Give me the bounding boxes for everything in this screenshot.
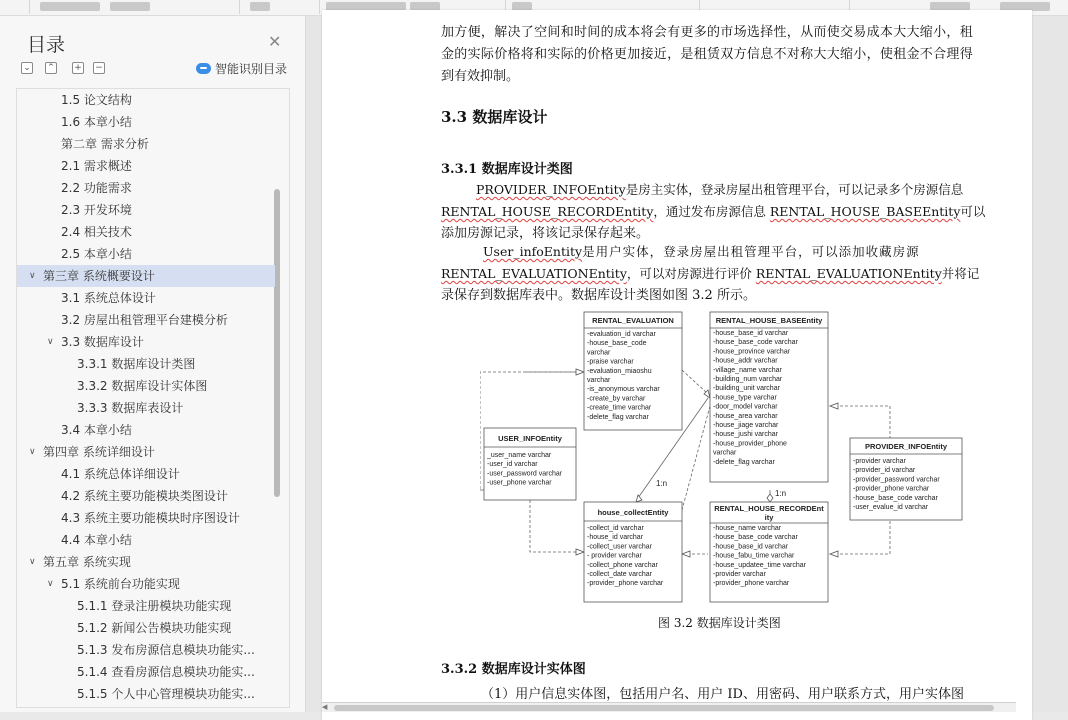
class-field: -building_unit varchar [713, 385, 780, 393]
heading-3-3: 3.3 数据库设计 [441, 108, 548, 126]
toc-item-label: 3.3.2 数据库设计实体图 [77, 379, 208, 393]
toc-item[interactable] [17, 155, 275, 177]
class-field: -provider_id varchar [853, 467, 916, 475]
toolbar-segment[interactable] [280, 0, 320, 14]
collapse-icon[interactable]: ⌄ [21, 62, 33, 74]
arrow-head [830, 403, 838, 409]
connector-line [830, 520, 890, 554]
toc-item[interactable] [17, 221, 275, 243]
heading-3-3-1: 3.3.1 数据库设计类图 [441, 162, 573, 177]
chevron-down-icon[interactable]: ∨ [29, 271, 36, 281]
toc-item[interactable] [17, 551, 275, 573]
toc-item-label: 5.1.3 发布房源信息模块功能实... [77, 643, 255, 657]
toc-item-label: 3.3.3 数据库表设计 [77, 401, 184, 415]
class-rental-house-base [710, 312, 828, 482]
arrow-head [830, 551, 838, 557]
class-field: -collect_id varchar [587, 525, 644, 532]
toc-list [16, 88, 290, 708]
toc-item[interactable] [17, 309, 275, 331]
chevron-down-icon[interactable]: ∨ [47, 579, 54, 589]
class-field: -house_base_code [587, 340, 647, 348]
entity-ref: RENTAL_EVALUATIONEntity [441, 266, 627, 281]
class-field: -create_time varchar [587, 404, 652, 412]
toc-item-label: 3.3.1 数据库设计类图 [77, 357, 196, 371]
toc-item-label: 5.1.1 登录注册模块功能实现 [77, 599, 232, 613]
class-field: -house_addr varchar [713, 357, 778, 365]
class-field: -provider varchar [713, 571, 766, 578]
class-field: -collect_date varchar [587, 571, 652, 578]
paragraph-provider [441, 179, 997, 245]
class-title: house_collectEntity [597, 508, 669, 517]
toc-item[interactable] [17, 133, 275, 155]
document-area [306, 16, 1068, 712]
class-field: -house_province varchar [713, 348, 791, 356]
toc-item[interactable] [17, 89, 275, 111]
class-rental-evaluation [584, 312, 682, 430]
class-field: -provider_phone varchar [587, 580, 664, 588]
toc-item[interactable] [17, 661, 275, 683]
toc-item[interactable] [17, 441, 275, 463]
class-rental-house-record [710, 502, 828, 602]
toc-item-label: 第五章 系统实现 [43, 555, 131, 569]
class-field: -house_base_id varchar [713, 330, 789, 337]
text-run: ，可以对房源进行评价 [626, 266, 756, 281]
class-field: -village_name varchar [713, 366, 782, 374]
multiplicity-label: 1:n [775, 489, 787, 498]
class-field: -user_phone varchar [487, 479, 552, 487]
class-field: -house_base_code varchar [853, 494, 938, 502]
toc-item[interactable] [17, 397, 275, 419]
toc-item[interactable] [17, 375, 275, 397]
toc-item-label: 3.4 本章小结 [61, 423, 132, 437]
toc-item-label: 2.1 需求概述 [61, 159, 132, 173]
figure-caption: 图 3.2 数据库设计类图 [658, 616, 781, 630]
class-field: -house_id varchar [587, 534, 644, 542]
toc-item-label: 1.6 本章小结 [61, 115, 132, 129]
class-field: varchar [587, 377, 611, 384]
class-field: -user_password varchar [487, 470, 563, 478]
toc-item-label: 第三章 系统概要设计 [43, 269, 155, 283]
toc-panel [0, 16, 306, 712]
document-page [322, 10, 1032, 720]
expand-up-icon[interactable]: ⌃ [45, 62, 57, 74]
toc-item[interactable] [17, 683, 275, 705]
horizontal-scrollbar[interactable] [322, 702, 1016, 712]
text-line [441, 241, 997, 263]
toc-item[interactable] [17, 199, 275, 221]
toc-item-label: 3.2 房屋出租管理平台建模分析 [61, 313, 228, 327]
text-run: 是用户实体，登录房屋出租管理平台，可以添加收藏房源 [582, 244, 920, 259]
class-diagram [480, 310, 964, 610]
class-field: -door_model varchar [713, 403, 778, 411]
diamond-icon [767, 494, 773, 502]
toc-item-label: 4.4 本章小结 [61, 533, 132, 547]
toc-item[interactable] [17, 639, 275, 661]
text-line [441, 179, 997, 201]
entity-ref: PROVIDER_INFOEntity [476, 182, 626, 197]
toc-item[interactable] [17, 287, 275, 309]
class-field: -house_base_code varchar [713, 534, 798, 542]
class-title: RENTAL_EVALUATION [592, 316, 674, 325]
text-run: 是房主实体，登录房屋出租管理平台，可以记录多个房源信息 [625, 182, 964, 197]
arrow-head [682, 551, 690, 557]
paragraph-entity: （1）用户信息实体图，包括用户名、用户 ID、用密码、用户联系方式，用户实体图 [481, 687, 964, 702]
toc-item[interactable] [17, 595, 275, 617]
multiplicity-label: 1:n [656, 479, 668, 488]
arrow-head [576, 549, 584, 555]
toc-item-label: 5.1.5 个人中心管理模块功能实... [77, 687, 255, 701]
class-user-info [484, 428, 576, 500]
toc-item-label: 5.1 系统前台功能实现 [61, 577, 180, 591]
class-field: -collect_user varchar [587, 543, 652, 551]
connector-line [830, 406, 890, 438]
text-line: 录保存到数据库表中。数据库设计类图如图 3.2 所示。 [441, 288, 756, 303]
paragraph-user [441, 241, 997, 307]
class-field: -house_fabu_time varchar [713, 552, 795, 560]
text-line [441, 201, 997, 223]
toc-item[interactable] [17, 243, 275, 265]
toc-item-label: 4.1 系统总体详细设计 [61, 467, 180, 481]
class-field: -house_provider_phone [713, 440, 787, 448]
text-line: 加方便，解决了空间和时间的成本将会有更多的市场选择性，从而使交易成本大大缩小，租 [441, 25, 974, 40]
add-heading-icon[interactable]: + [72, 62, 84, 74]
class-field: -delete_flag varchar [713, 458, 775, 466]
toc-item[interactable] [17, 331, 275, 353]
toc-item[interactable] [17, 111, 275, 133]
toc-item-label: 2.3 开发环境 [61, 203, 132, 217]
toc-item[interactable] [17, 617, 275, 639]
toc-item[interactable] [17, 485, 275, 507]
class-title: PROVIDER_INFOEntity [864, 442, 948, 451]
heading-3-3-2: 3.3.2 数据库设计实体图 [441, 662, 586, 677]
toc-item-label: 3.3 数据库设计 [61, 335, 144, 349]
text-line: 到有效抑制。 [441, 69, 520, 84]
toc-item[interactable] [17, 463, 275, 485]
toc-item-label: 2.4 相关技术 [61, 225, 132, 239]
text-line: 金的实际价格将和实际的价格更加接近，是租赁双方信息不对称大大缩小，使租金不合理得 [441, 47, 974, 62]
class-title: USER_INFOEntity [498, 434, 562, 443]
toc-item-label: 4.3 系统主要功能模块时序图设计 [61, 511, 240, 525]
chevron-down-icon[interactable]: ∨ [29, 557, 36, 567]
class-field: -evaluation_id varchar [587, 331, 656, 338]
toc-item-label: 1.5 论文结构 [61, 93, 132, 107]
text-run: ，通过发布房源信息 [653, 204, 770, 219]
toc-item[interactable] [17, 177, 275, 199]
toc-item-label: 第四章 系统详细设计 [43, 445, 155, 459]
class-field: -building_num varchar [713, 376, 783, 383]
class-field: -house_type varchar [713, 394, 777, 402]
toc-item[interactable] [17, 529, 275, 551]
intro-paragraph [441, 22, 997, 88]
text-line: 添加房源记录，将该记录保存起来。 [441, 226, 650, 241]
toolbar-control[interactable] [110, 2, 150, 11]
entity-ref: RENTAL_HOUSE_RECORDEntity [441, 204, 654, 219]
class-house-collect [584, 502, 682, 602]
class-field: -provider varchar [853, 458, 906, 465]
entity-ref: User_infoEntity [483, 244, 583, 259]
class-field: -delete_flag varchar [587, 413, 649, 421]
toc-item[interactable] [17, 419, 275, 441]
class-title: RENTAL_HOUSE_BASEEntity [715, 316, 823, 325]
class-field: -collect_phone varchar [587, 561, 658, 569]
class-field: -evaluation_miaoshu [587, 367, 652, 375]
class-field: -house_jushi varchar [713, 431, 778, 439]
toc-item[interactable] [17, 507, 275, 529]
close-icon[interactable]: ✕ [268, 32, 282, 51]
class-field: varchar [587, 349, 611, 357]
toolbar-segment[interactable] [160, 0, 240, 14]
toc-item[interactable] [17, 353, 275, 375]
diamond-icon [636, 495, 642, 502]
class-field: varchar [713, 449, 737, 457]
class-field: -provider_phone varchar [713, 580, 790, 588]
class-field: -house_area varchar [713, 412, 778, 420]
toc-item-label: 4.2 系统主要功能模块类图设计 [61, 489, 228, 503]
toc-item-label: 3.1 系统总体设计 [61, 291, 156, 305]
toc-item-label: 5.1.4 查看房源信息模块功能实... [77, 665, 255, 679]
smart-toc-button[interactable] [196, 60, 287, 77]
class-field: -house_jiage varchar [713, 422, 779, 429]
connector-line [682, 406, 710, 510]
toc-item-label: 2.2 功能需求 [61, 181, 132, 195]
class-field: _user_name varchar [487, 452, 552, 459]
toc-item[interactable] [17, 265, 275, 287]
class-provider-info [850, 438, 962, 520]
class-title: RENTAL_HOUSE_RECORDEnt [714, 504, 824, 513]
toc-item[interactable] [17, 573, 275, 595]
scrollbar-thumb[interactable] [334, 705, 994, 711]
toc-item-label: 5.1.2 新闻公告模块功能实现 [77, 621, 232, 635]
text-line [441, 263, 997, 285]
class-field: -provider_password varchar [853, 476, 940, 484]
smart-toc-label: 智能识别目录 [215, 62, 288, 76]
class-field: -house_base_code varchar [713, 339, 798, 347]
class-field: -house_base_id varchar [713, 543, 789, 551]
toc-item-label: 第二章 需求分析 [61, 137, 149, 151]
class-field: -provider_phone varchar [853, 485, 930, 493]
class-title: ity [764, 513, 774, 522]
class-field: -house_updatee_time varchar [713, 561, 807, 569]
class-field: -user_id varchar [487, 461, 538, 469]
chevron-down-icon[interactable]: ∨ [29, 447, 36, 457]
entity-ref: RENTAL_HOUSE_BASEEntity [769, 204, 961, 219]
scroll-left-icon[interactable]: ◀ [322, 703, 328, 711]
chevron-down-icon[interactable]: ∨ [47, 337, 54, 347]
toc-title: 目录 [27, 34, 66, 56]
entity-ref: RENTAL_EVALUATIONEntity [755, 266, 942, 281]
remove-heading-icon[interactable]: − [93, 62, 105, 74]
toolbar-segment[interactable] [0, 0, 30, 14]
class-field: -user_evalue_id varchar [853, 504, 929, 511]
arrow-head [576, 369, 584, 375]
class-field: - provider varchar [587, 552, 642, 560]
toc-item-label: 2.5 本章小结 [61, 247, 132, 261]
text-run: 并将记 [941, 266, 980, 281]
class-field: -is_anonymous varchar [587, 386, 660, 394]
connector-line [682, 370, 708, 394]
toolbar-control[interactable] [40, 2, 100, 11]
ai-icon [196, 63, 211, 74]
class-field: -create_by varchar [587, 395, 646, 403]
class-field: -praise varchar [587, 358, 634, 366]
toolbar-control[interactable] [250, 2, 270, 11]
class-field: -house_name varchar [713, 525, 782, 532]
text-run: 可以 [960, 204, 986, 219]
